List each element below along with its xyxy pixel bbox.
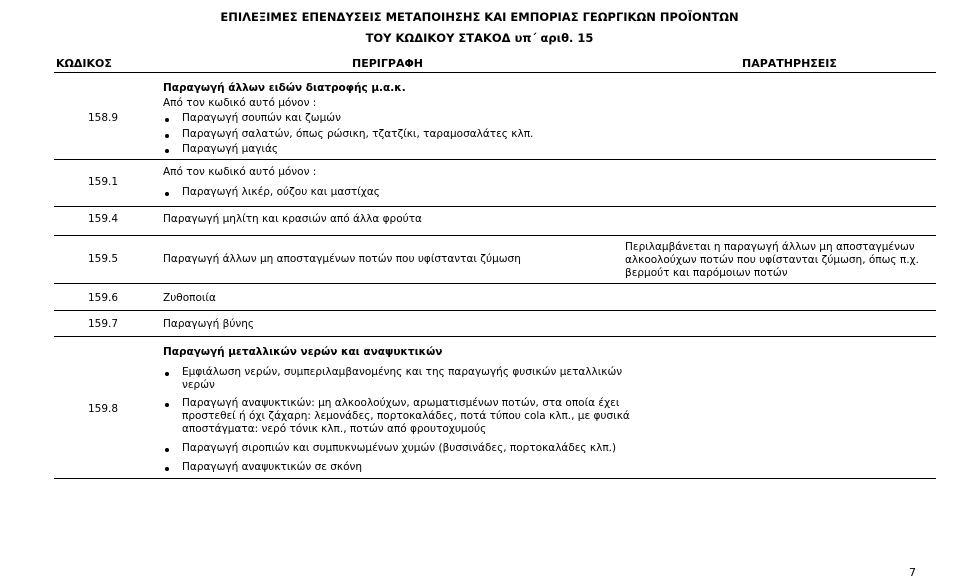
page-number: 7 (909, 566, 916, 579)
bullet-icon (165, 149, 169, 153)
row-divider (54, 336, 936, 337)
row-divider (54, 283, 936, 284)
row-description: Παραγωγή άλλων μη αποσταγμένων ποτών που υφίστανται ζύμωση (163, 253, 521, 265)
list-item: Παραγωγή αναψυκτικών σε σκόνη (182, 461, 363, 473)
list-item: Παραγωγή σαλατών, όπως ρώσικη, τζατζίκι, ταραμοσαλάτες κλπ. (182, 128, 534, 140)
column-header-description: ΠΕΡΙΓΡΑΦΗ (352, 57, 424, 70)
row-description: Ζυθοποιία (163, 292, 216, 304)
table-bottom-rule (54, 478, 936, 479)
row-code: 159.1 (87, 176, 119, 188)
header-rule (54, 72, 936, 73)
column-header-code: ΚΩΔΙΚΟΣ (56, 57, 112, 70)
row-description: Παραγωγή μηλίτη και κρασιών από άλλα φρούτα (163, 213, 422, 225)
row-divider (54, 206, 936, 207)
list-item: Παραγωγή μαγιάς (182, 143, 279, 155)
row-intro: Από τον κωδικό αυτό μόνον : (163, 166, 317, 178)
bullet-icon (165, 403, 169, 407)
row-code: 159.5 (87, 253, 119, 265)
bullet-icon (165, 192, 169, 196)
row-intro: Από τον κωδικό αυτό μόνον : (163, 97, 317, 109)
row-description: Παραγωγή βύνης (163, 318, 255, 330)
row-code: 159.6 (87, 292, 119, 304)
list-item: Παραγωγή σουπών και ζωμών (182, 112, 341, 124)
row-heading: Παραγωγή μεταλλικών νερών και αναψυκτικών (163, 346, 443, 358)
bullet-icon (165, 118, 169, 122)
row-code: 158.9 (87, 112, 119, 124)
row-divider (54, 159, 936, 160)
row-remark: Περιλαμβάνεται η παραγωγή άλλων μη αποσταγμένων αλκοολούχων ποτών που υφίστανται ζύμωση, όπως π.χ. βερμούτ και παρόμοιων ποτών (625, 241, 919, 279)
row-divider (54, 310, 936, 311)
document-title: ΕΠΙΛΕΞΙΜΕΣ ΕΠΕΝΔΥΣΕΙΣ ΜΕΤΑΠΟΙΗΣΗΣ ΚΑΙ ΕΜΠΟΡΙΑΣ ΓΕΩΡΓΙΚΩΝ ΠΡΟΪΟΝΤΩΝ (220, 10, 739, 24)
row-code: 159.7 (87, 318, 119, 330)
column-header-remarks: ΠΑΡΑΤΗΡΗΣΕΙΣ (742, 57, 837, 70)
document-subtitle: ΤΟΥ ΚΩΔΙΚΟΥ ΣΤΑΚΟΔ υπ΄ αριθ. 15 (365, 31, 594, 45)
bullet-icon (165, 467, 169, 471)
bullet-icon (165, 448, 169, 452)
bullet-icon (165, 372, 169, 376)
row-divider (54, 235, 936, 236)
bullet-icon (165, 134, 169, 138)
list-item: Παραγωγή σιροπιών και συμπυκνωμένων χυμών (βυσσινάδες, πορτοκαλάδες κλπ.) (182, 442, 617, 454)
row-code: 159.8 (87, 403, 119, 415)
list-item: Παραγωγή αναψυκτικών: μη αλκοολούχων, αρωματισμένων ποτών, στα οποία έχει προστεθεί ή όχι ζάχαρη: λεμονάδες, πορτοκαλάδες, ποτά τύπου cola κλπ., με φυσικά αποστάγματα: νερό τόνικ κλπ., ποτών από φρουτοχυμούς (182, 397, 630, 435)
list-item: Εμφιάλωση νερών, συμπεριλαμβανομένης και της παραγωγής φυσικών μεταλλικών νερών (182, 366, 623, 391)
row-heading: Παραγωγή άλλων ειδών διατροφής μ.α.κ. (163, 82, 406, 94)
list-item: Παραγωγή λικέρ, ούζου και μαστίχας (182, 186, 380, 198)
row-code: 159.4 (87, 213, 119, 225)
